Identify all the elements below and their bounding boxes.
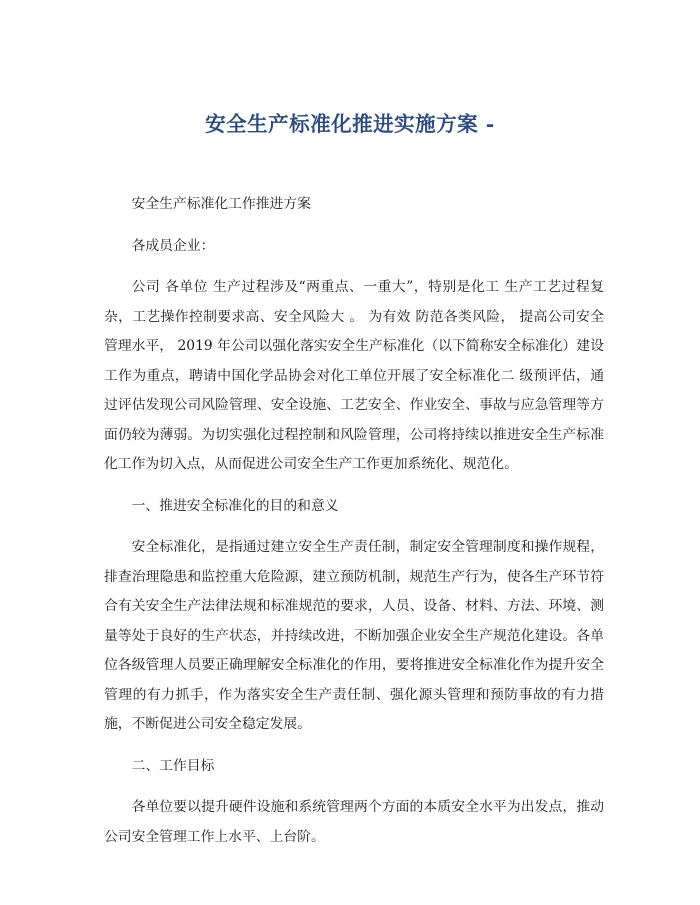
- purpose-paragraph: 安全标准化，是指通过建立安全生产责任制，制定安全管理制度和操作规程，排查治理隐患和监控重大危险源，建立预防机制，规范生产行为，使各生产环节符合有关安全生产法律法规和标准规范的要求，人员、设备、材料、方法、环境、测量等处于良好的生产状态，并持续改进，不断加强企业安全生产规范化建设。各单位各级管理人员要正确理解安全标准化的作用，要将推进安全标准化作为提升安全管理的有力抓手，作为落实安全生产责任制、强化源头管理和预防事故的有力措施，不断促进公司安全稳定发展。: [104, 539, 604, 732]
- doc-subtitle: 安全生产标准化工作推进方案: [131, 196, 311, 212]
- salutation: 各成员企业：: [131, 237, 215, 254]
- intro-paragraph: 公司 各单位 生产过程涉及“两重点、一重大”，特别是化工 生产工艺过程复杂，工艺操作控制要求高、安全风险大 。 为有效 防范各类风险， 提高公司安全管理水平， 2019 年公司以强化落实安全生产标准化（以下简称安全标准化）建设工作为重点，聘请中国化学品协会对化工单位开展了安全标准化二 级预评估，通过评估发现公司风险管理、安全设施、工艺安全、作业安全、事故与应急管理等方面仍较为薄弱。为切实强化过程控制和风险管理，公司将持续以推进安全生产标准化工作为切入点，从而促进公司安全生产工作更加系统化、规范化。: [104, 279, 604, 472]
- section-heading-goals: 二、工作目标: [131, 757, 215, 774]
- section-heading-purpose: 一、推进安全标准化的目的和意义: [131, 497, 339, 514]
- goals-paragraph: 各单位要以提升硬件设施和系统管理两个方面的本质安全水平为出发点，推动公司安全管理工作上水平、上台阶。: [104, 799, 604, 845]
- document-title: 安全生产标准化推进实施方案 -: [205, 112, 495, 136]
- document-body: [104, 190, 604, 852]
